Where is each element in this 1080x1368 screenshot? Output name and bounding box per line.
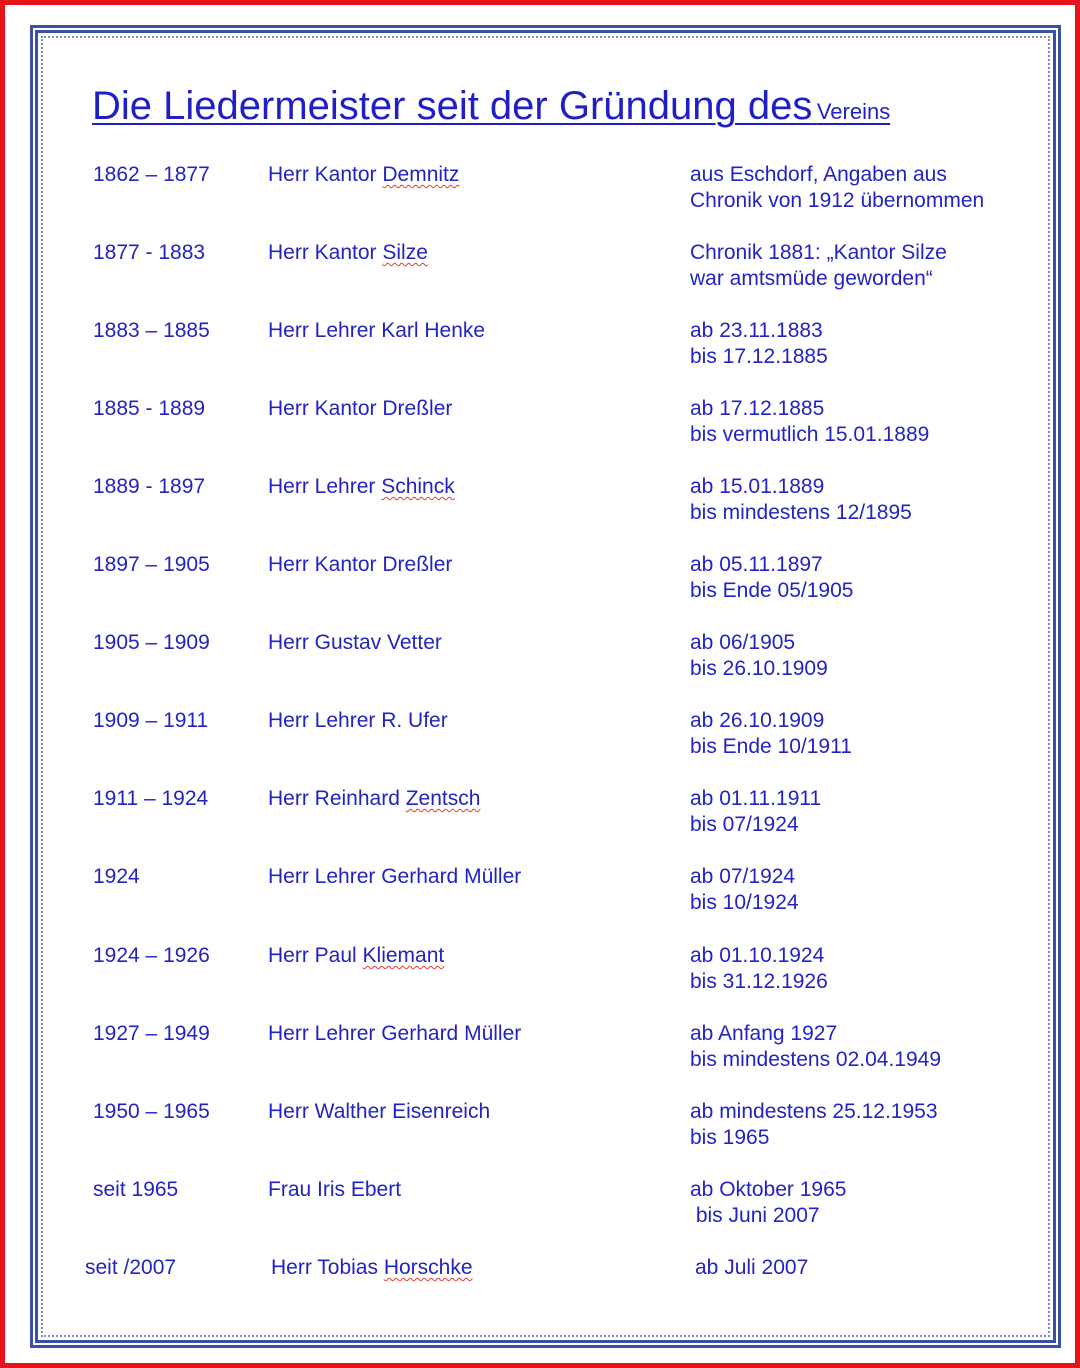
- title-main: Die Liedermeister seit der Gründung des: [92, 84, 813, 128]
- period: 1909 – 1911: [93, 709, 209, 732]
- period: 1897 – 1905: [93, 553, 210, 576]
- person-name: [271, 1255, 473, 1281]
- name-text: Herr Gustav Vetter: [268, 631, 442, 654]
- name-spellcheck-flagged: Demnitz: [382, 163, 460, 186]
- note: [690, 1099, 938, 1151]
- name-text: Herr Paul: [268, 944, 363, 967]
- list-item: [0, 708, 1040, 768]
- note-line: Chronik von 1912 übernommen: [690, 189, 985, 212]
- person-name: [268, 240, 428, 266]
- note-line: bis 07/1924: [690, 813, 799, 836]
- name-spellcheck-flagged: Silze: [382, 241, 428, 264]
- note-line: ab 05.11.1897: [690, 553, 823, 576]
- name-text: Herr Lehrer R. Ufer: [268, 709, 448, 732]
- note-line: bis 10/1924: [690, 891, 799, 914]
- note-line: war amtsmüde geworden“: [690, 267, 933, 290]
- note: [690, 630, 828, 682]
- list-item: [0, 1021, 1040, 1081]
- note-line: bis mindestens 02.04.1949: [690, 1048, 942, 1071]
- name-text: Herr Kantor: [268, 241, 383, 264]
- name-spellcheck-flagged: Schinck: [381, 475, 455, 498]
- note: [690, 396, 929, 448]
- list-item: [0, 1177, 1040, 1237]
- period: seit /2007: [85, 1256, 177, 1279]
- period: 1905 – 1909: [93, 631, 210, 654]
- period: 1883 – 1885: [93, 319, 210, 342]
- note-line: bis Ende 05/1905: [690, 579, 854, 602]
- note-line: bis 1965: [690, 1126, 770, 1149]
- note: [690, 552, 853, 604]
- name-text: Herr Lehrer: [268, 475, 382, 498]
- note: [690, 162, 984, 214]
- name-text: Herr Tobias: [271, 1256, 384, 1279]
- person-name: [268, 318, 485, 344]
- name-text: Herr Kantor: [268, 163, 383, 186]
- note-line: bis Ende 10/1911: [690, 735, 852, 758]
- name-text: Herr Kantor Dreßler: [268, 397, 453, 420]
- note: [690, 943, 828, 995]
- period: 1950 – 1965: [93, 1100, 210, 1123]
- note: [690, 318, 828, 370]
- list-item: [0, 1099, 1040, 1159]
- note: [690, 786, 821, 838]
- period: 1911 – 1924: [93, 787, 209, 810]
- title-small: Vereins: [816, 99, 891, 124]
- note-line: bis mindestens 12/1895: [690, 501, 912, 524]
- note-line: ab Juli 2007: [695, 1256, 809, 1279]
- note-line: ab 01.10.1924: [690, 944, 825, 967]
- note-line: Chronik 1881: „Kantor Silze: [690, 241, 947, 264]
- name-spellcheck-flagged: Kliemant: [362, 944, 445, 967]
- note: [695, 1255, 808, 1281]
- note-line: bis 17.12.1885: [690, 345, 828, 368]
- note: [690, 864, 799, 916]
- list-item: [0, 786, 1040, 846]
- period: 1924 – 1926: [93, 944, 210, 967]
- note-line: ab 01.11.1911: [690, 787, 822, 810]
- note-line: aus Eschdorf, Angaben aus: [690, 163, 947, 186]
- person-name: [268, 630, 442, 656]
- note-line: ab Anfang 1927: [690, 1022, 838, 1045]
- note: [690, 240, 947, 292]
- period: 1889 - 1897: [93, 475, 206, 498]
- note-line: ab 17.12.1885: [690, 397, 825, 420]
- list-item: [0, 630, 1040, 690]
- list-item: [0, 240, 1040, 300]
- name-spellcheck-flagged: Horschke: [383, 1256, 473, 1279]
- person-name: [268, 1099, 490, 1125]
- person-name: [268, 1021, 521, 1047]
- period: seit 1965: [93, 1178, 179, 1201]
- note-line: bis vermutlich 15.01.1889: [690, 423, 930, 446]
- note-line: ab 07/1924: [690, 865, 796, 888]
- list-item: [0, 474, 1040, 534]
- name-spellcheck-flagged: Zentsch: [405, 787, 481, 810]
- period: 1924: [93, 865, 140, 888]
- note-line: bis Juni 2007: [690, 1204, 820, 1227]
- name-text: Herr Lehrer Gerhard Müller: [268, 1022, 522, 1045]
- note-line: bis 31.12.1926: [690, 970, 828, 993]
- note: [690, 708, 852, 760]
- period: 1927 – 1949: [93, 1022, 210, 1045]
- note-line: ab mindestens 25.12.1953: [690, 1100, 938, 1123]
- note-line: ab 06/1905: [690, 631, 796, 654]
- person-name: [268, 474, 455, 500]
- note: [690, 1021, 941, 1073]
- list-item: [0, 864, 1040, 924]
- name-text: Frau Iris Ebert: [268, 1178, 402, 1201]
- note-line: ab 15.01.1889: [690, 475, 825, 498]
- name-text: Herr Reinhard: [268, 787, 406, 810]
- list-item: [0, 162, 1040, 222]
- note-line: ab 23.11.1883: [690, 319, 823, 342]
- note-line: ab Oktober 1965: [690, 1178, 847, 1201]
- list-item: [0, 396, 1040, 456]
- name-text: Herr Walther Eisenreich: [268, 1100, 491, 1123]
- person-name: [268, 943, 444, 969]
- person-name: [268, 1177, 401, 1203]
- period: 1885 - 1889: [93, 397, 206, 420]
- note-line: ab 26.10.1909: [690, 709, 825, 732]
- period: 1877 - 1883: [93, 241, 206, 264]
- note: [690, 474, 912, 526]
- person-name: [268, 162, 459, 188]
- document-title: [92, 84, 890, 129]
- name-text: Herr Lehrer Karl Henke: [268, 319, 486, 342]
- person-name: [268, 708, 448, 734]
- name-text: Herr Kantor Dreßler: [268, 553, 453, 576]
- note-line: bis 26.10.1909: [690, 657, 828, 680]
- person-name: [268, 552, 452, 578]
- period: 1862 – 1877: [93, 163, 210, 186]
- note: [690, 1177, 846, 1229]
- name-text: Herr Lehrer Gerhard Müller: [268, 865, 522, 888]
- person-name: [268, 396, 452, 422]
- list-item: [0, 318, 1040, 378]
- person-name: [268, 786, 480, 812]
- list-item: [0, 943, 1040, 1003]
- person-name: [268, 864, 521, 890]
- list-item: [0, 552, 1040, 612]
- list-item: [0, 1255, 1040, 1315]
